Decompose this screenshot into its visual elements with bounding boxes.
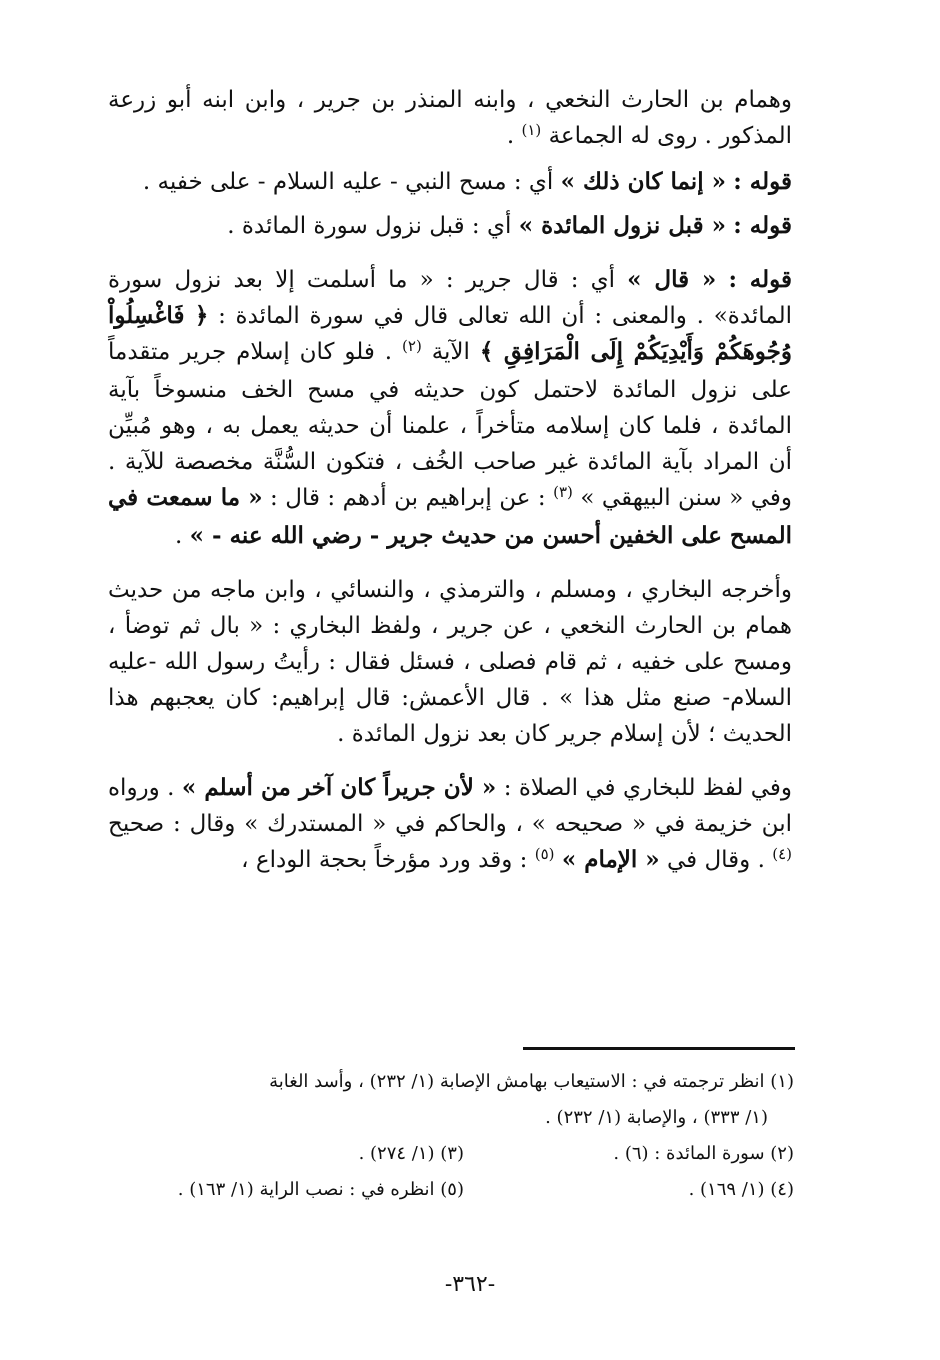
paragraph-text: . فلو كان إسلام جرير متقدماً على نزول المائدة لاحتمل كون حديثه في مسح الخف منسوخاً بآية المائدة ، فلما كان إسلامه متأخراً ، علمنا أن حديثه يعمل به ، وهو مُبيِّن أن المراد بآية المائدة غير صاحب الخُف ، فتكون السُّنَّة مخصصة للآية . وفي « سنن البيهقي » <box>108 339 793 511</box>
footnote-row-2-3 <box>108 1136 794 1172</box>
quran-verse: ﴿ فَاغْسِلُواْ وُجُوهَكُمْ وَأَيْدِيَكُمْ إِلَى الْمَرَافِقِ ﴾ <box>108 302 792 365</box>
footnote-ref-1[interactable]: (١) <box>521 121 542 139</box>
paragraph-5 <box>108 572 792 752</box>
paragraph-text: وأخرجه البخاري ، ومسلم ، والترمذي ، والنسائي ، وابن ماجه من حديث همام بن الحارث النخعي ، عن جرير ، ولفظ البخاري : « بال ثم توضأ ، ومسح على خفيه ، ثم قام فصلى ، فسئل فقال : رأيتُ رسول الله -عليه السلام- صنع مثل هذا » . قال الأعمش: قال إبراهيم: كان يعجبهم هذا الحديث ؛ لأن إسلام جرير كان بعد نزول المائدة . <box>108 577 792 747</box>
paragraph-6 <box>108 770 792 880</box>
paragraph-3 <box>108 208 792 244</box>
footnote-row-4-5 <box>108 1172 794 1208</box>
footnote-divider <box>523 1047 795 1050</box>
paragraph-text: : عن إبراهيم بن أدهم : قال : <box>270 485 546 511</box>
quoted-phrase: « قبل نزول المائدة » <box>518 212 726 239</box>
quoted-phrase: « لأن جريراً كان آخر من أسلم » <box>181 774 497 801</box>
paragraph-text: الآية <box>431 339 470 365</box>
paragraph-text: وهمام بن الحارث النخعي ، وابنه المنذر بن جرير ، وابن ابنه أبو زرعة المذكور . روى له الجماعة <box>108 87 792 149</box>
paragraph-1 <box>108 82 792 156</box>
paragraph-text: أي : قال جرير : « ما أسلمت إلا بعد نزول سورة المائدة» . والمعنى : أن الله تعالى قال في سورة المائدة : <box>108 267 792 329</box>
footnote-1-continued: (١/ ٣٣٣) ، والإصابة (١/ ٢٣٢) . <box>545 1107 768 1128</box>
footnote-3: (٣) (١/ ٢٧٤) . <box>358 1143 464 1164</box>
qawluhu-label: قوله : <box>733 212 792 239</box>
punctuation: . <box>175 523 183 549</box>
paragraph-4 <box>108 262 792 554</box>
qawluhu-label: قوله : <box>733 168 792 195</box>
footnote-1: (١) انظر ترجمته في : الاستيعاب بهامش الإصابة (١/ ٢٣٢) ، وأسد الغابة <box>269 1071 794 1092</box>
qawluhu-label: قوله : <box>728 266 793 293</box>
footnotes <box>108 1064 794 1208</box>
punctuation: . <box>506 123 515 149</box>
paragraph-2 <box>108 164 792 200</box>
paragraph-text: أي : قبل نزول سورة المائدة . <box>227 213 512 239</box>
paragraph-text: . ورواه ابن خزيمة في « صحيحه » ، والحاكم في « المستدرك » وقال : صحيح <box>108 775 792 837</box>
quoted-phrase: « ما سمعت في المسح على الخفين أحسن من حديث جرير - رضي الله عنه - » <box>108 484 792 549</box>
paragraph-text: . وقال في <box>666 847 765 873</box>
footnote-5: (٥) انظره في : نصب الراية (١/ ١٦٣) . <box>177 1179 464 1200</box>
quoted-phrase: « إنما كان ذلك » <box>560 168 726 195</box>
quoted-phrase: « قال » <box>627 266 717 293</box>
footnote-4: (٤) (١/ ١٦٩) . <box>688 1179 794 1200</box>
footnote-ref-4[interactable]: (٤) <box>772 845 792 863</box>
page-number: -٣٦٢- <box>444 1272 496 1297</box>
footnote-2: (٢) سورة المائدة : (٦) . <box>613 1143 794 1164</box>
paragraph-text: وفي لفظ للبخاري في الصلاة : <box>503 775 793 801</box>
paragraph-text: أي : مسح النبي - عليه السلام - على خفيه . <box>142 169 554 195</box>
footnote-ref-2[interactable]: (٢) <box>402 337 422 355</box>
main-text <box>108 82 792 898</box>
footnote-ref-3[interactable]: (٣) <box>553 483 573 501</box>
footnote-ref-5[interactable]: (٥) <box>534 845 555 863</box>
paragraph-text: : وقد ورد مؤرخاً بحجة الوداع ، <box>241 847 528 873</box>
quoted-phrase: « الإمام » <box>561 846 660 873</box>
